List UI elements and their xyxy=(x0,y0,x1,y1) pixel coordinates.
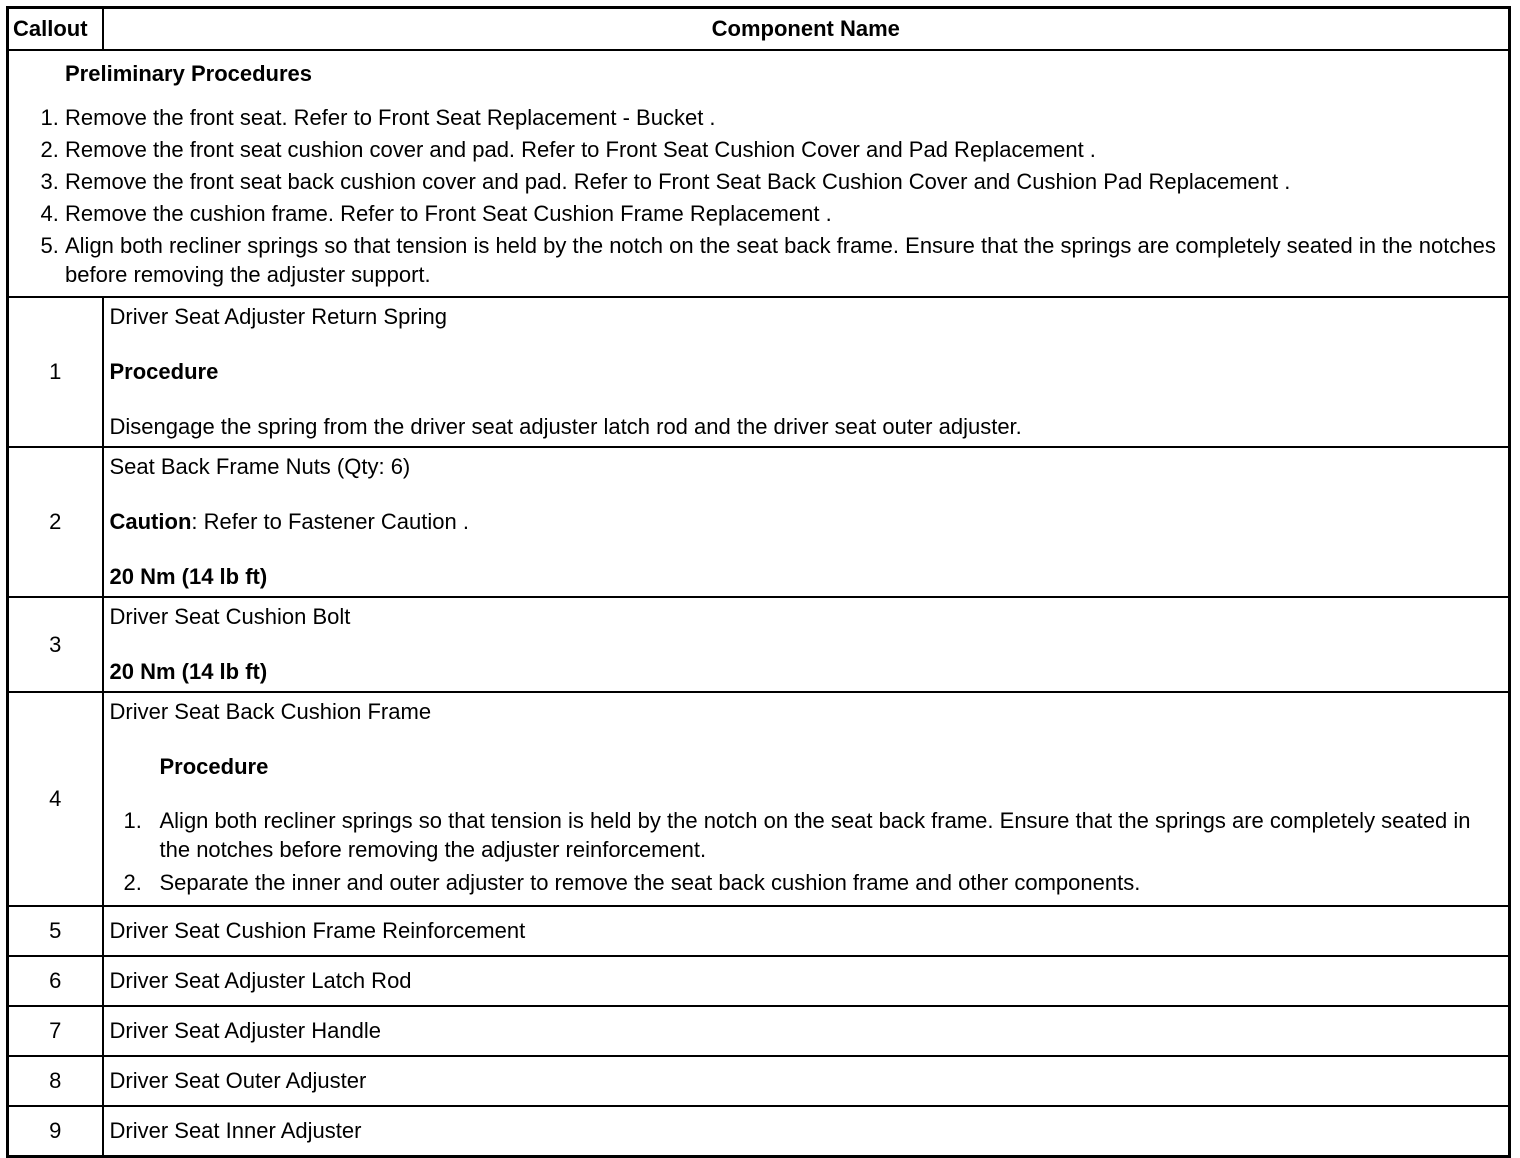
callout-number: 4 xyxy=(8,692,103,906)
torque-spec: 20 Nm (14 lb ft) xyxy=(109,659,268,684)
step-text: Separate the inner and outer adjuster to remove the seat back cushion frame and other components. xyxy=(159,870,1141,895)
table-row xyxy=(8,597,1510,692)
table-row xyxy=(8,956,1510,1006)
component-cell xyxy=(103,447,1510,597)
table-row xyxy=(8,906,1510,956)
callout-number: 7 xyxy=(8,1006,103,1056)
component-name: Driver Seat Back Cushion Frame xyxy=(109,699,432,724)
caution-note xyxy=(110,507,1503,537)
callout-number: 5 xyxy=(8,906,103,956)
component-name: Driver Seat Adjuster Handle xyxy=(103,1006,1510,1056)
preliminary-step: 4. Remove the cushion frame. Refer to Front Seat Cushion Frame Replacement . xyxy=(65,199,1498,228)
procedure-label: Procedure xyxy=(109,359,219,384)
table-row xyxy=(8,692,1510,906)
callout-number: 1 xyxy=(8,297,103,447)
component-cell xyxy=(103,597,1510,692)
table-row xyxy=(8,297,1510,447)
preliminary-steps xyxy=(31,103,1498,289)
component-cell xyxy=(103,692,1510,906)
preliminary-step: 3. Remove the front seat back cushion cover and pad. Refer to Front Seat Back Cushion Cover and Cushion Pad Replacement . xyxy=(65,167,1498,196)
component-name-header: Component Name xyxy=(103,8,1510,51)
callout-number: 2 xyxy=(8,447,103,597)
procedure-step xyxy=(123,868,1503,897)
step-text: Align both recliner springs so that tension is held by the notch on the seat back frame. Ensure that the springs are completely seated in the notches before removing the adjuster reinforcement. xyxy=(159,808,1471,862)
table-row xyxy=(8,1056,1510,1106)
preliminary-row xyxy=(8,50,1510,297)
preliminary-step: 1. Remove the front seat. Refer to Front Seat Replacement - Bucket . xyxy=(65,103,1498,132)
header-row xyxy=(8,8,1510,51)
callout-header: Callout xyxy=(8,8,103,51)
procedure-step xyxy=(123,806,1503,864)
table-row xyxy=(8,1106,1510,1157)
procedure-label: Procedure xyxy=(159,754,269,779)
procedure-text: Disengage the spring from the driver seat adjuster latch rod and the driver seat outer adjuster. xyxy=(109,414,1022,439)
caution-label: Caution xyxy=(109,509,192,534)
component-name: Driver Seat Adjuster Latch Rod xyxy=(103,956,1510,1006)
preliminary-cell xyxy=(8,50,1510,297)
component-name: Driver Seat Outer Adjuster xyxy=(103,1056,1510,1106)
callout-number: 3 xyxy=(8,597,103,692)
component-name: Seat Back Frame Nuts (Qty: 6) xyxy=(109,454,411,479)
component-name: Driver Seat Inner Adjuster xyxy=(103,1106,1510,1157)
component-name: Driver Seat Cushion Bolt xyxy=(109,604,351,629)
component-name: Driver Seat Adjuster Return Spring xyxy=(109,304,447,329)
callout-number: 9 xyxy=(8,1106,103,1157)
step-number: 2. xyxy=(123,870,142,895)
torque-spec: 20 Nm (14 lb ft) xyxy=(109,564,268,589)
preliminary-step: 5. Align both recliner springs so that tension is held by the notch on the seat back frame. Ensure that the springs are completely seated in the notches before removing the adjuster support. xyxy=(65,231,1498,289)
step-number: 1. xyxy=(123,808,142,833)
caution-text: : Refer to Fastener Caution . xyxy=(191,509,469,534)
component-name: Driver Seat Cushion Frame Reinforcement xyxy=(103,906,1510,956)
preliminary-title: Preliminary Procedures xyxy=(65,61,313,86)
procedure-document xyxy=(6,6,1508,1158)
callout-number: 8 xyxy=(8,1056,103,1106)
component-cell xyxy=(103,297,1510,447)
callout-number: 6 xyxy=(8,956,103,1006)
component-table xyxy=(6,6,1511,1158)
table-row xyxy=(8,447,1510,597)
preliminary-step: 2. Remove the front seat cushion cover and pad. Refer to Front Seat Cushion Cover and Pad Replacement . xyxy=(65,135,1498,164)
table-row xyxy=(8,1006,1510,1056)
procedure-steps xyxy=(110,806,1503,897)
